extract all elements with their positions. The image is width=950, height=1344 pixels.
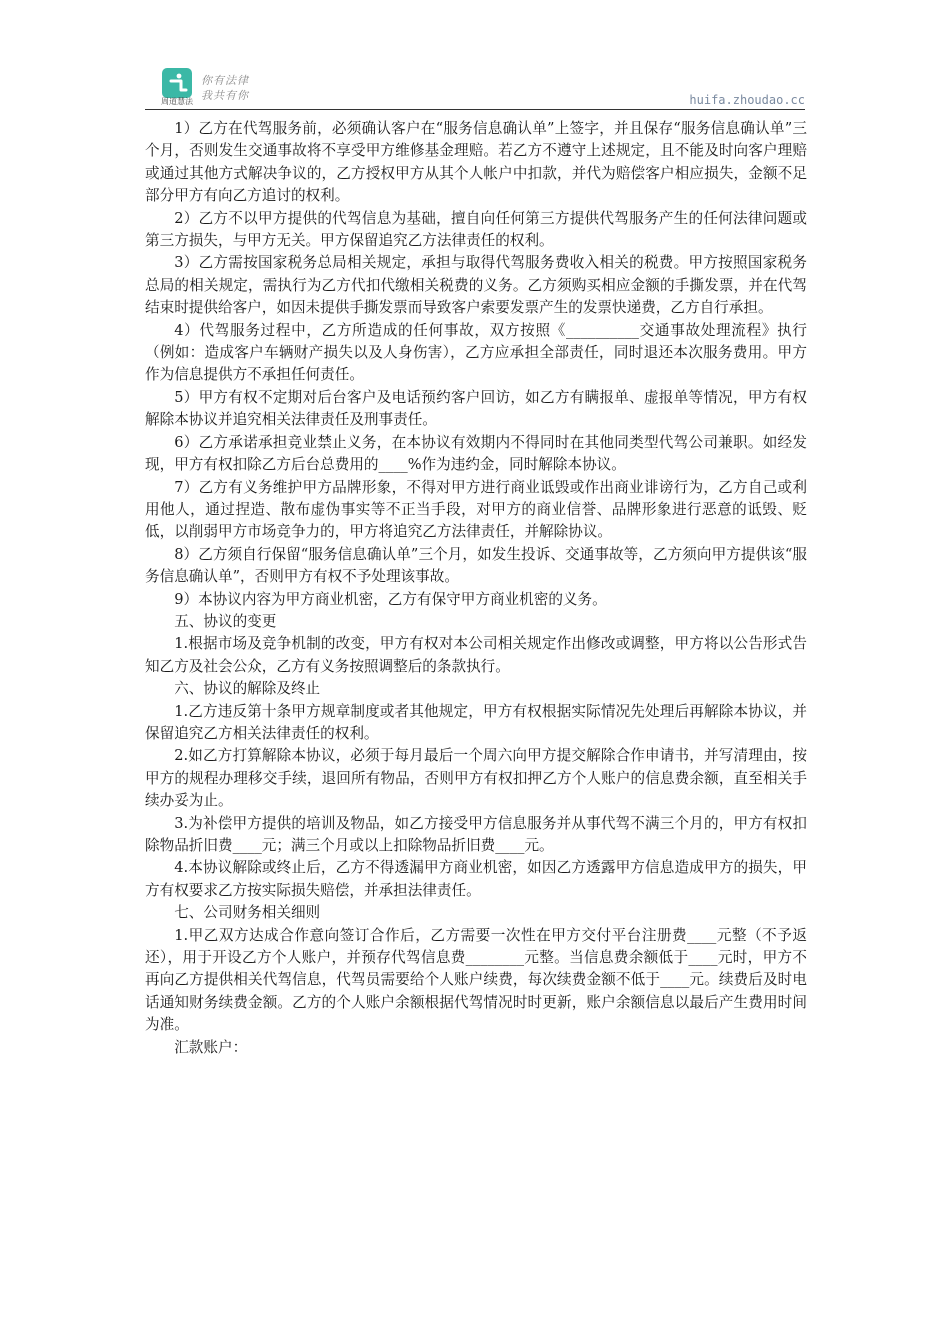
zhoudao-logo-icon bbox=[162, 68, 192, 98]
clause-4: 4）代驾服务过程中，乙方所造成的任何事故，双方按照《__________交通事故处理流程》执行（例如：造成客户车辆财产损失以及人身伤害），乙方应承担全部责任，同时退还本次服务费用。甲方作为信息提供方不承担任何责任。 bbox=[145, 321, 807, 384]
remittance-account-label: 汇款账户： bbox=[174, 1038, 248, 1056]
section-heading-6: 六、协议的解除及终止 bbox=[174, 680, 321, 698]
section-heading-5: 五、协议的变更 bbox=[174, 612, 277, 630]
clause-7: 7）乙方有义务维护甲方品牌形象，不得对甲方进行商业诋毁或作出商业诽谤行为，乙方自己或利用他人，通过捏造、散布虚伪事实等不正当手段，对甲方的商业信誉、品牌形象进行恶意的诋毁、贬低，以削弱甲方市场竞争力的，甲方将追究乙方法律责任，并解除协议。 bbox=[145, 478, 807, 541]
site-url: huifa.zhoudao.cc bbox=[689, 93, 805, 107]
clause-2: 2）乙方不以甲方提供的代驾信息为基础，擅自向任何第三方提供代驾服务产生的任何法律问题或第三方损失，与甲方无关。甲方保留追究乙方法律责任的权利。 bbox=[145, 209, 807, 250]
slogan-line-2: 我共有你 bbox=[201, 89, 249, 102]
clause-5: 5）甲方有权不定期对后台客户及电话预约客户回访，如乙方有瞒报单、虚报单等情况，甲方有权解除本协议并追究相关法律责任及刑事责任。 bbox=[145, 388, 807, 429]
section-7-item-1: 1.甲乙双方达成合作意向签订合作后，乙方需要一次性在甲方交付平台注册费____元整（不予返还），用于开设乙方个人账户，并预存代驾信息费________元整。当信息费余额低于____元时，甲方不再向乙方提供相关代驾信息，代驾员需要给个人账户续费，每次续费金额不低于____元。续费后及时电话通知财务续费金额。乙方的个人账户余额根据代驾情况时时更新，账户余额信息以最后产生费用时间为准。 bbox=[145, 926, 807, 1034]
section-6-item-4: 4.本协议解除或终止后，乙方不得透漏甲方商业机密，如因乙方透露甲方信息造成甲方的损失，甲方有权要求乙方按实际损失赔偿，并承担法律责任。 bbox=[145, 859, 807, 899]
section-6-item-3: 3.为补偿甲方提供的培训及物品，如乙方接受甲方信息服务并从事代驾不满三个月的，甲方有权扣除物品折旧费____元；满三个月或以上扣除物品折旧费____元。 bbox=[145, 814, 807, 854]
clause-8: 8）乙方须自行保留“服务信息确认单”三个月，如发生投诉、交通事故等，乙方须向甲方提供该“服务信息确认单”，否则甲方有权不予处理该事故。 bbox=[145, 545, 807, 586]
page-header bbox=[145, 62, 805, 110]
section-heading-7: 七、公司财务相关细则 bbox=[174, 904, 321, 922]
clause-3: 3）乙方需按国家税务总局相关规定，承担与取得代驾服务费收入相关的税费。甲方按照国家税务总局的相关规定，需执行为乙方代扣代缴相关税费的义务。乙方须购买相应金额的手撕发票，并在代驾结束时提供给客户，如因未提供手撕发票而导致客户索要发票产生的发票快递费，乙方自行承担。 bbox=[145, 254, 807, 317]
clause-1: 1）乙方在代驾服务前，必须确认客户在“服务信息确认单”上签字，并且保存“服务信息确认单”三个月，否则发生交通事故将不享受甲方维修基金理赔。若乙方不遵守上述规定，且不能及时向客户理赔或通过其他方式解决争议的，乙方授权甲方从其个人帐户中扣款，并代为赔偿客户相应损失，金额不足部分甲方有向乙方追讨的权利。 bbox=[145, 120, 807, 205]
slogan-line-1: 你有法律 bbox=[201, 74, 249, 87]
clause-6: 6）乙方承诺承担竞业禁止义务，在本协议有效期内不得同时在其他同类型代驾公司兼职。如经发现，甲方有权扣除乙方后台总费用的____%作为违约金，同时解除本协议。 bbox=[145, 433, 807, 474]
document-body bbox=[145, 118, 807, 1059]
header-divider bbox=[145, 109, 805, 110]
clause-9: 9）本协议内容为甲方商业机密，乙方有保守甲方商业机密的义务。 bbox=[174, 590, 607, 608]
section-6-item-1: 1.乙方违反第十条甲方规章制度或者其他规定，甲方有权根据实际情况先处理后再解除本协议，并保留追究乙方相关法律责任的权利。 bbox=[145, 702, 807, 742]
section-5-item-1: 1.根据市场及竞争机制的改变，甲方有权对本公司相关规定作出修改或调整，甲方将以公告形式告知乙方及社会公众，乙方有义务按照调整后的条款执行。 bbox=[145, 635, 807, 675]
logo-caption: 周道慧法 bbox=[161, 97, 193, 106]
section-6-item-2: 2.如乙方打算解除本协议，必须于每月最后一个周六向甲方提交解除合作申请书，并写清理由，按甲方的规程办理移交手续，退回所有物品，否则甲方有权扣押乙方个人账户的信息费余额，直至相关手续办妥为止。 bbox=[145, 747, 807, 810]
